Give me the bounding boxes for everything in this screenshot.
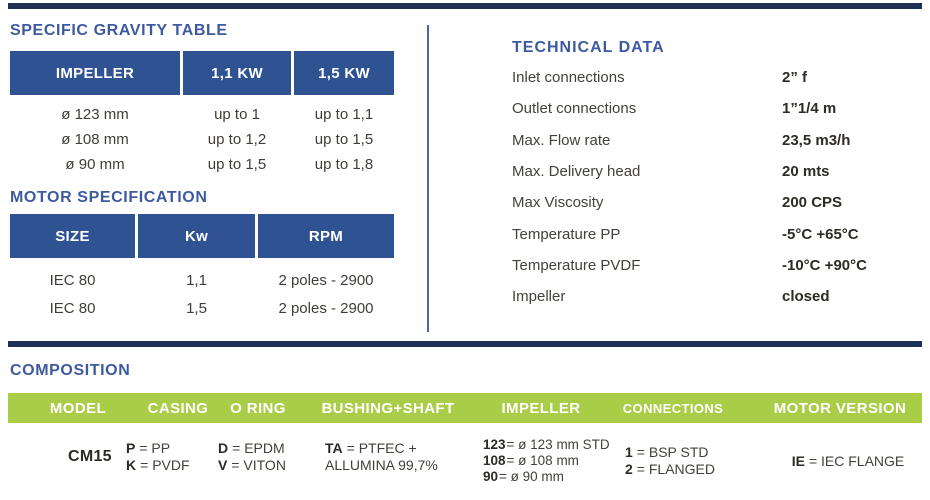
legend-line	[483, 453, 610, 469]
legend-code: P	[126, 440, 136, 456]
spec-row	[512, 93, 917, 124]
table-row	[10, 152, 394, 177]
header-cell-connections: CONNECTIONS	[622, 400, 724, 416]
spec-value: 20 mts	[782, 163, 830, 181]
header-cell-model: MODEL	[49, 399, 107, 417]
header-cell-impeller: IMPELLER	[501, 399, 581, 417]
legend-line	[126, 440, 190, 457]
cell-11kw-value: up to 1,5	[207, 156, 267, 173]
cell-size: IEC 80	[49, 299, 96, 317]
motor-version-cell	[792, 453, 905, 470]
legend-text: = ø 123 mm STD	[506, 437, 610, 452]
cell-kw: 1,5	[186, 299, 207, 317]
legend-code: IE	[791, 453, 805, 469]
table-row	[10, 294, 394, 322]
spec-label: Impeller	[512, 288, 566, 306]
composition-header-bar	[8, 393, 922, 423]
cell-size: IEC 80	[49, 271, 96, 289]
legend-line: ALLUMINA 99,7%	[325, 456, 438, 473]
legend-line	[625, 444, 715, 461]
composition-title: COMPOSITION	[10, 362, 131, 379]
impeller-cell	[483, 437, 610, 485]
spec-label: Temperature PP	[512, 225, 621, 243]
connections-cell	[625, 444, 715, 477]
legend-code: 108	[483, 453, 506, 468]
spec-value: 1”1/4 m	[782, 100, 837, 118]
spec-label: Outlet connections	[512, 100, 637, 118]
legend-line	[325, 440, 438, 457]
spec-value: 23,5 m3/h	[782, 131, 851, 149]
legend-code: 123	[483, 437, 506, 452]
spec-value: closed	[782, 288, 830, 306]
header-cell-bushing-shaft: BUSHING+SHAFT	[321, 399, 455, 417]
spec-value: -10°C +90°C	[782, 256, 867, 274]
motor-specification-header-row	[10, 214, 394, 258]
cell-impeller-diameter: ø 123 mm	[61, 106, 129, 123]
cell-rpm: 2 poles - 2900	[278, 299, 374, 317]
table-row	[10, 102, 394, 127]
legend-text: = IEC FLANGE	[808, 453, 905, 469]
legend-line	[625, 461, 715, 478]
specific-gravity-title: SPECIFIC GRAVITY TABLE	[10, 22, 228, 39]
header-cell-impeller: IMPELLER	[10, 51, 180, 95]
cell-rpm: 2 poles - 2900	[278, 271, 374, 289]
cell-11kw-value: up to 1	[214, 106, 260, 123]
spec-row	[512, 187, 917, 218]
legend-text: = PVDF	[140, 456, 190, 473]
legend-text: = VITON	[231, 456, 286, 473]
legend-text: = PTFEC +	[346, 440, 417, 456]
header-cell-size: SIZE	[10, 214, 135, 258]
legend-code: V	[218, 456, 228, 473]
model-cell: CM15	[68, 448, 112, 465]
legend-code: 2	[625, 460, 633, 477]
cell-impeller-diameter: ø 90 mm	[65, 156, 125, 173]
legend-line	[126, 457, 190, 474]
legend-line	[218, 440, 286, 457]
spec-row	[512, 218, 917, 249]
motor-specification-title: MOTOR SPECIFICATION	[10, 189, 208, 206]
specific-gravity-header-row	[10, 51, 394, 95]
header-cell-rpm: RPM	[258, 214, 394, 258]
header-cell-11kw: 1,1 KW	[183, 51, 291, 95]
bushing-shaft-cell	[325, 440, 438, 473]
header-cell-casing: CASING	[147, 399, 209, 417]
motor-specification-table	[10, 214, 394, 322]
table-row	[10, 266, 394, 294]
legend-text: = ø 108 mm	[506, 453, 579, 468]
technical-data-list	[512, 62, 917, 312]
spec-row	[512, 250, 917, 281]
spec-row	[512, 281, 917, 312]
legend-text: = ø 90 mm	[499, 469, 564, 484]
middle-divider-bar	[8, 341, 922, 347]
spec-value: -5°C +65°C	[782, 225, 859, 243]
cell-impeller-diameter: ø 108 mm	[61, 131, 129, 148]
legend-text: = PP	[139, 440, 171, 456]
cell-15kw-value: up to 1,1	[314, 106, 374, 123]
cell-15kw-value: up to 1,8	[314, 156, 374, 173]
spec-row	[512, 125, 917, 156]
spec-label: Max Viscosity	[512, 194, 604, 212]
cell-15kw-value: up to 1,5	[314, 131, 374, 148]
spec-label: Max. Delivery head	[512, 163, 641, 181]
column-separator-line	[427, 25, 429, 332]
legend-text: = BSP STD	[636, 444, 709, 460]
spec-row	[512, 156, 917, 187]
header-cell-15kw: 1,5 KW	[294, 51, 394, 95]
specific-gravity-table	[10, 51, 394, 177]
cell-kw: 1,1	[186, 271, 207, 289]
legend-code: TA	[325, 440, 343, 456]
casing-cell	[126, 440, 190, 473]
top-divider-bar	[8, 3, 922, 9]
legend-line	[218, 457, 286, 474]
legend-line	[792, 453, 905, 470]
cell-11kw-value: up to 1,2	[207, 131, 267, 148]
spec-value: 2” f	[782, 69, 808, 87]
spec-label: Inlet connections	[512, 69, 625, 87]
legend-line	[483, 437, 610, 453]
header-cell-kw: Kw	[138, 214, 255, 258]
legend-line	[483, 469, 610, 485]
oring-cell	[218, 440, 286, 473]
legend-code: D	[218, 440, 229, 456]
header-cell-motor-version: MOTOR VERSION	[773, 399, 907, 417]
legend-code: 90	[483, 469, 499, 484]
legend-code: K	[126, 456, 137, 473]
header-cell-oring: O RING	[230, 399, 286, 417]
spec-label: Max. Flow rate	[512, 131, 611, 149]
spec-value: 200 CPS	[782, 194, 843, 212]
spec-row	[512, 62, 917, 93]
legend-code: 1	[625, 444, 633, 460]
legend-text: = EPDM	[232, 440, 285, 456]
table-row	[10, 127, 394, 152]
technical-data-title: TECHNICAL DATA	[512, 39, 665, 56]
legend-text: = FLANGED	[636, 460, 715, 477]
spec-label: Temperature PVDF	[512, 256, 641, 274]
